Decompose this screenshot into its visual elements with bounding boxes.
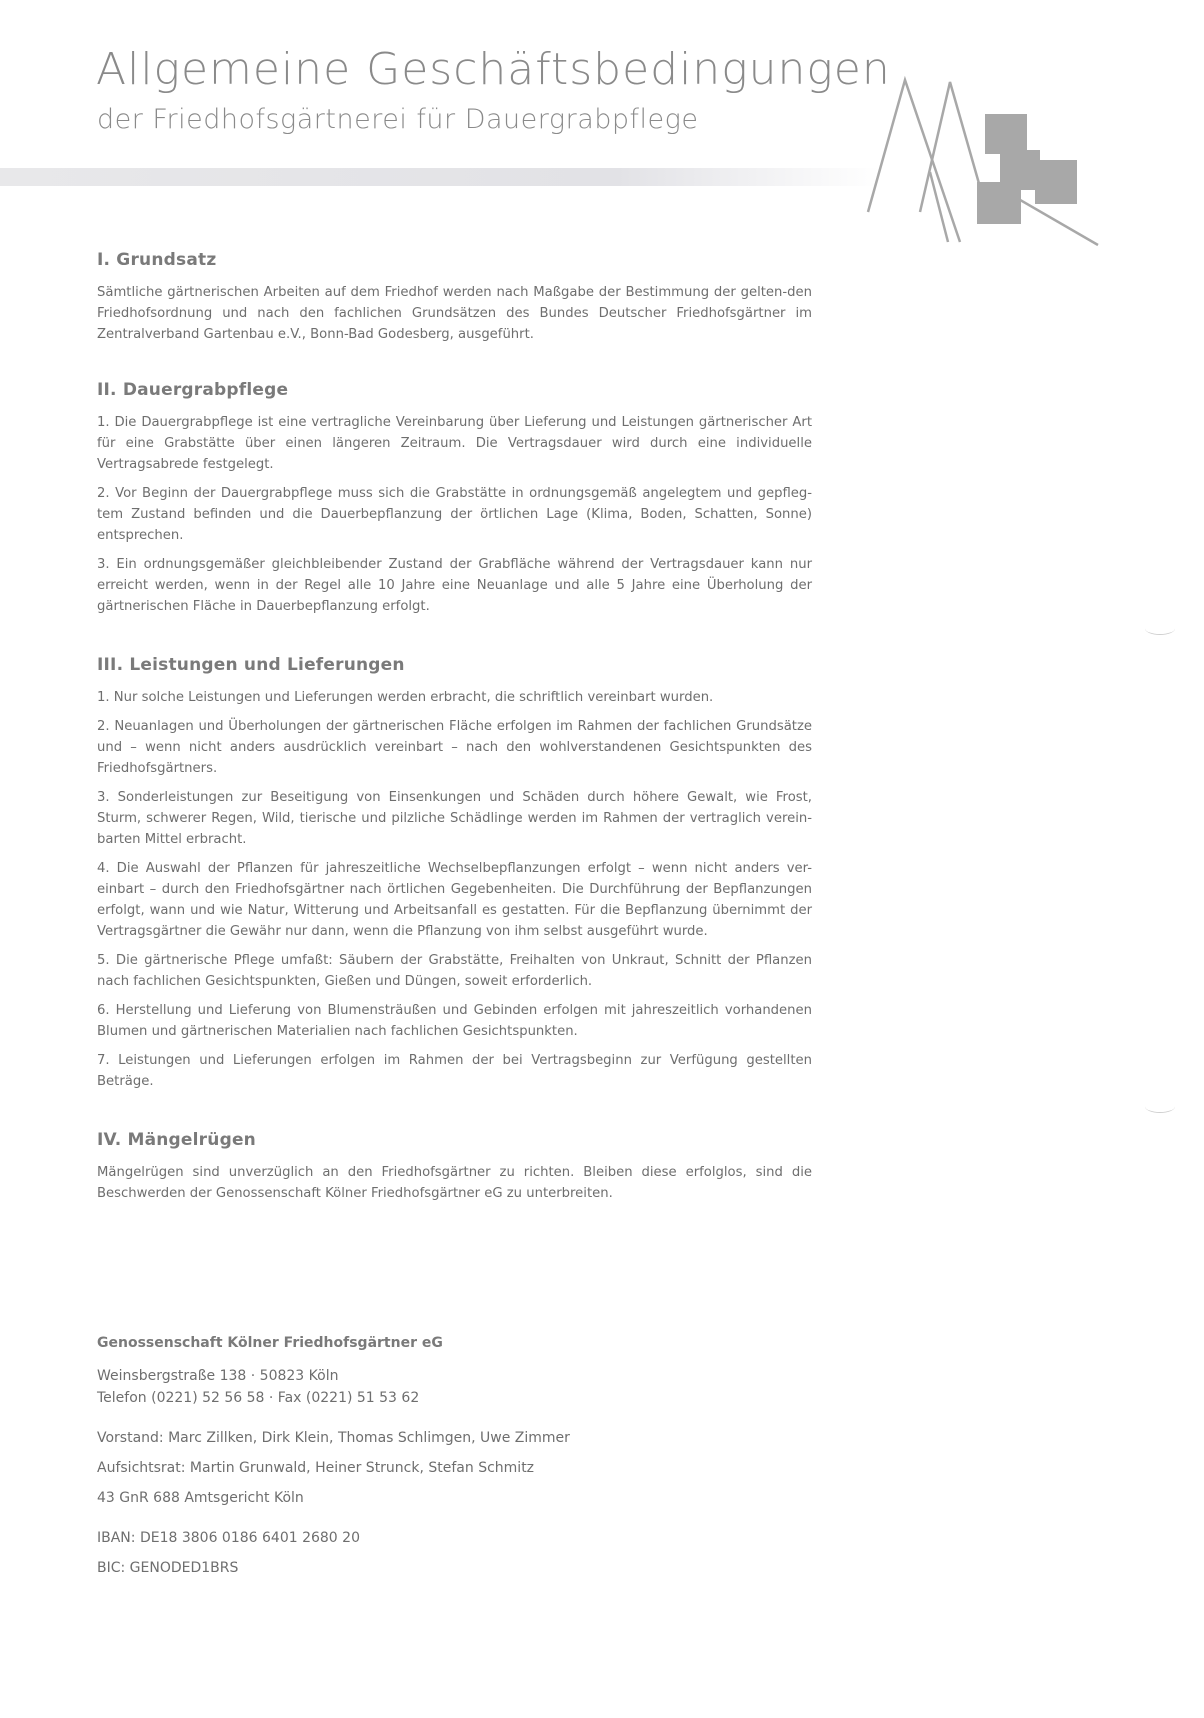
paragraph: 2. Neuanlagen und Überholungen der gärtnerischen Fläche erfolgen im Rahmen der fachlichen Grundsätze und – wenn nicht anders ausdrücklich vereinbart – nach den wohlverstandenen Gesichtspunkten des Friedhofsgärtners. [97,719,812,776]
company-footer [97,1335,697,1579]
footer-board: Vorstand: Marc Zillken, Dirk Klein, Thomas Schlimgen, Uwe Zimmer [97,1430,570,1446]
footer-address: Weinsbergstraße 138 · 50823 Köln [97,1368,339,1384]
paragraph: Mängelrügen sind unverzüglich an den Friedhofsgärtner zu richten. Bleiben diese erfolglos, sind die Beschwerden der Genossenschaft Kölner Friedhofsgärtner eG zu unterbreiten. [97,1165,812,1201]
section-heading: I. Grundsatz [97,250,217,270]
section-heading: III. Leistungen und Lieferungen [97,655,405,675]
cemetery-gardeners-logo-icon [860,72,1110,252]
section-grundsatz [97,250,812,353]
paragraph: 7. Leistungen und Lieferungen erfolgen im Rahmen der bei Vertragsbeginn zur Verfügung gestellten Beträge. [97,1053,812,1089]
footer-phone: Telefon (0221) 52 56 58 · Fax (0221) 51 53 62 [97,1390,420,1406]
punch-mark [1145,622,1175,635]
paragraph: 4. Die Auswahl der Pflanzen für jahreszeitliche Wechselbepflanzungen erfolgt – wenn nicht anders ver-einbart – durch den Friedhofsgärtner nach örtlichen Gegebenheiten. Die Durchführung der Bepflanzungen erfolgt, wann und wie Natur, Witterung und Arbeitsanfall es gestatten. Für die Bepflanzung übernimmt der Vertragsgärtner die Gewähr nur dann, wenn die Pflanzung von ihm selbst ausgeführt wurde. [97,861,812,939]
footer-supervisory: Aufsichtsrat: Martin Grunwald, Heiner Strunck, Stefan Schmitz [97,1460,535,1476]
paragraph: 5. Die gärtnerische Pflege umfaßt: Säubern der Grabstätte, Freihalten von Unkraut, Schnitt der Pflanzen nach fachlichen Gesichtspunkten, Gießen und Düngen, soweit erforderlich. [97,953,812,989]
section-maengelruegen [97,1130,812,1212]
paragraph: Sämtliche gärtnerischen Arbeiten auf dem Friedhof werden nach Maßgabe der Bestimmung der gelten-den Friedhofsordnung und nach den fachlichen Grundsätzen des Bundes Deutscher Friedhofsgärtner im Zentralverband Gartenbau e.V., Bonn-Bad Godesberg, ausgeführt. [97,285,812,342]
paragraph: 1. Die Dauergrabpflege ist eine vertragliche Vereinbarung über Lieferung und Leistungen gärtnerischer Art für eine Grabstätte über einen längeren Zeitraum. Die Vertragsdauer wird durch eine individuelle Vertragsabrede festgelegt. [97,415,812,472]
section-leistungen [97,655,812,1100]
punch-mark [1145,1100,1175,1113]
section-heading: II. Dauergrabpflege [97,380,289,400]
paragraph: 3. Sonderleistungen zur Beseitigung von Einsenkungen und Schäden durch höhere Gewalt, wie Frost, Sturm, schwerer Regen, Wild, tierische und pilzliche Schädlinge werden im Rahmen der vertraglich verein-barten Mittel erbracht. [97,790,812,847]
header-band [0,168,880,186]
footer-bic: BIC: GENODED1BRS [97,1560,239,1576]
footer-register: 43 GnR 688 Amtsgericht Köln [97,1490,304,1506]
page-title: Allgemeine Geschäftsbedingungen [96,44,891,95]
footer-company: Genossenschaft Kölner Friedhofsgärtner eG [97,1335,443,1351]
section-dauergrabpflege [97,380,812,625]
paragraph: 2. Vor Beginn der Dauergrabpflege muss sich die Grabstätte in ordnungsgemäß angelegtem und gepfleg-tem Zustand befinden und die Dauerbepflanzung der örtlichen Lage (Klima, Boden, Schatten, Sonne) entsprechen. [97,486,812,543]
paragraph: 1. Nur solche Leistungen und Lieferungen werden erbracht, die schriftlich vereinbart wurden. [97,690,714,705]
paragraph: 3. Ein ordnungsgemäßer gleichbleibender Zustand der Grabfläche während der Vertragsdauer kann nur erreicht werden, wenn in der Regel alle 10 Jahre eine Neuanlage und alle 5 Jahre eine Überholung der gärtnerischen Fläche in Dauerbepflanzung erfolgt. [97,557,812,614]
page-subtitle: der Friedhofsgärtnerei für Dauergrabpflege [97,104,699,135]
section-heading: IV. Mängelrügen [97,1130,256,1150]
paragraph: 6. Herstellung und Lieferung von Blumensträußen und Gebinden erfolgen mit jahreszeitlich vorhandenen Blumen und gärtnerischen Materialien nach fachlichen Gesichtspunkten. [97,1003,812,1039]
footer-iban: IBAN: DE18 3806 0186 6401 2680 20 [97,1530,360,1546]
